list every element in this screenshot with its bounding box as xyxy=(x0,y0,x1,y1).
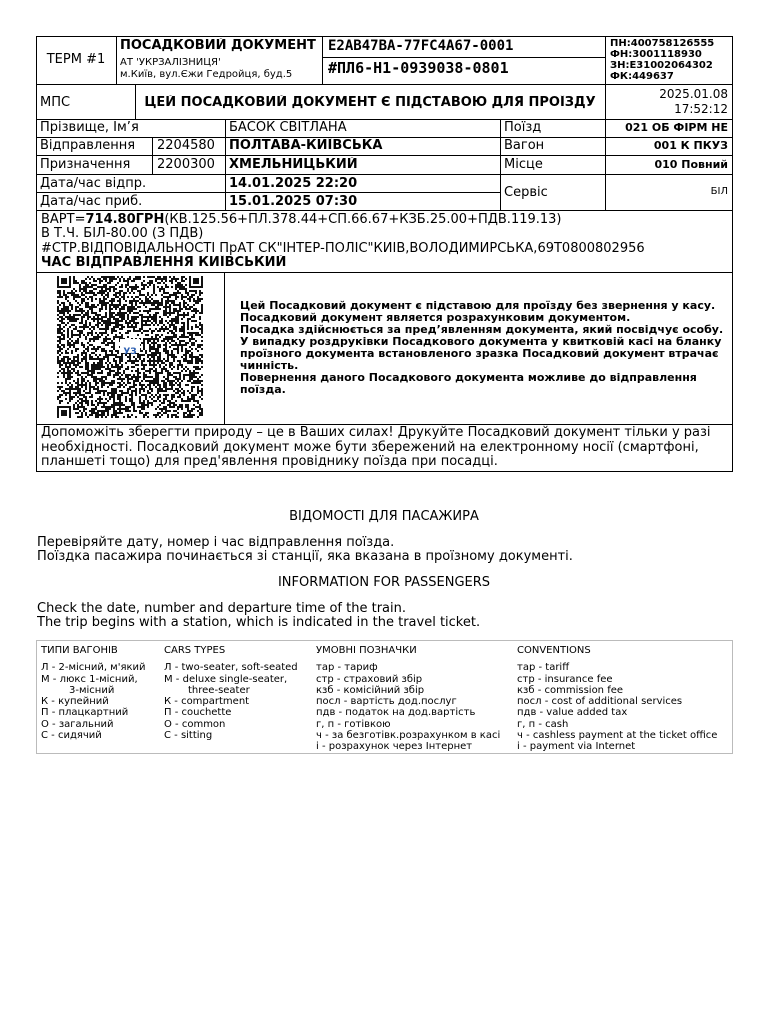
company-name: АТ 'УКРЗАЛІЗНИЦЯ' xyxy=(120,57,221,68)
train-number: 021 ОБ ФІРМ НЕ xyxy=(625,121,728,134)
destination-station: ХМЕЛЬНИЦЬКИЙ xyxy=(229,157,358,172)
price-prefix: ВАРТ= xyxy=(41,212,86,227)
eco-note: Допоможіть зберегти природу – це в Ваших силах! Друкуйте Посадковий документ тільки у разі необхідності. Посадковий документ може бути збережений на електронному носії (смартфоні, планшеті тощо) для пред'явлення провіднику поїзда при посадці. xyxy=(41,425,711,469)
info-ua-line1: Перевіряйте дату, номер і час відправлення поїзда. xyxy=(37,535,395,550)
service-value: БІЛ xyxy=(710,186,728,197)
pn-number: ПН:400758126555 xyxy=(610,38,715,49)
info-en-line1: Check the date, number and departure time of the train. xyxy=(37,601,406,616)
fn-number: ФН:3001118930 xyxy=(610,49,702,60)
arrival-datetime: 15.01.2025 07:30 xyxy=(229,194,358,209)
departure-datetime: 14.01.2025 22:20 xyxy=(229,176,358,191)
departure-datetime-label: Дата/час відпр. xyxy=(40,176,147,191)
validity-text: Цей Посадковий документ є підставою для проїзду без звернення у касу. Посадковий документ является розрахунковим документом. Посадка здійснюється за пред’явленням документа, який посвідчує особу. У випадку роздруківки Посадкового документа у квитковій касі на бланку проїзного документа встановленого зразка Посадковий документ втрачає чинність. Повернення даного Посадкового документа можливе до відправлення поїзда. xyxy=(240,299,724,396)
legend-box xyxy=(36,640,733,754)
legend-car-types-ua: ТИПИ ВАГОНІВ Л - 2-місний, м'який М - люкс 1-місний, 3-місний К - купейний П - плацкартний О - загальний С - сидячий xyxy=(41,645,146,742)
seat-number: 010 Повний xyxy=(654,158,728,171)
document-number: #ПЛ6-Н1-0939038-0801 xyxy=(328,59,509,77)
price-breakdown: (КВ.125.56+ПЛ.378.44+СП.66.67+КЗБ.25.00+ПДВ.119.13) xyxy=(164,212,562,227)
departure-station: ПОЛТАВА-КИЇВСЬКА xyxy=(229,138,383,153)
info-en-title: INFORMATION FOR PASSENGERS xyxy=(277,575,491,590)
train-label: Поїзд xyxy=(504,120,542,135)
legend-car-types-en: CARS TYPES Л - two-seater, soft-seated М - deluxe single-seater, three-seater К - compartment П - couchette О - common С - sitting xyxy=(164,645,298,742)
destination-label: Призначення xyxy=(40,157,131,172)
departure-code: 2204580 xyxy=(157,138,215,153)
company-address: м.Київ, вул.Єжи Гедройця, буд.5 xyxy=(120,69,293,80)
price-line xyxy=(41,212,731,227)
info-en-line2: The trip begins with a station, which is indicated in the travel ticket. xyxy=(37,615,481,630)
departure-time-note: ЧАС ВІДПРАВЛЕННЯ КИЇВСЬКИЙ xyxy=(41,255,287,270)
mps-label: МПС xyxy=(40,95,71,110)
info-ua-line2: Поїздка пасажира починається зі станції, яка вказана в проїзному документі. xyxy=(37,549,573,564)
passenger-name: БАСОК СВІТЛАНА xyxy=(229,120,347,135)
terminal-label: ТЕРМ #1 xyxy=(46,52,106,67)
qr-code xyxy=(52,276,208,418)
legend-conventions-ua: УМОВНІ ПОЗНАЧКИ тар - тариф стр - страховий збір кзб - комісійний збір посл - вартість дод.послуг пдв - податок на дод.вартість г, п - готівкою ч - за безготівк.розрахунком в касі і - розрахунок через Інтернет xyxy=(316,645,501,753)
zn-number: ЗН:Е31002064302 xyxy=(610,60,713,71)
price-included: В Т.Ч. БІЛ-80.00 (З ПДВ) xyxy=(41,226,204,241)
price-total: 714.80ГРН xyxy=(85,212,165,227)
arrival-datetime-label: Дата/час приб. xyxy=(40,194,143,209)
info-ua-title: ВІДОМОСТІ ДЛЯ ПАСАЖИРА xyxy=(289,509,479,524)
uz-logo: УЗ xyxy=(120,339,140,353)
issue-time: 17:52:12 xyxy=(674,102,728,116)
document-id: E2AB47BA-77FC4A67-0001 xyxy=(328,38,514,54)
insurance-line: #СТР.ВІДПОВІДАЛЬНОСТІ ПрАТ СК"ІНТЕР-ПОЛІС"КИЇВ,ВОЛОДИМИРСЬКА,69Т0800802956 xyxy=(41,241,645,256)
passenger-name-label: Прізвище, Ім’я xyxy=(40,120,139,135)
destination-code: 2200300 xyxy=(157,157,215,172)
validity-notice: ЦЕЙ ПОСАДКОВИЙ ДОКУМЕНТ Є ПІДСТАВОЮ ДЛЯ ПРОЇЗДУ xyxy=(144,95,596,110)
seat-label: Місце xyxy=(504,157,543,172)
wagon-label: Вагон xyxy=(504,138,545,153)
wagon-number: 001 К ПКУЗ xyxy=(653,139,728,152)
fk-number: ФК:449637 xyxy=(610,71,674,82)
service-label: Сервіс xyxy=(504,185,548,200)
document-title: ПОСАДКОВИЙ ДОКУМЕНТ xyxy=(120,38,316,53)
issue-date: 2025.01.08 xyxy=(659,87,728,101)
departure-label: Відправлення xyxy=(40,138,136,153)
legend-conventions-en: CONVENTIONS тар - tariff стр - insurance fee кзб - commission fee посл - cost of additional services пдв - value added tax г, п - cash ч - cashless payment at the ticket office і - payment via Internet xyxy=(517,645,718,753)
